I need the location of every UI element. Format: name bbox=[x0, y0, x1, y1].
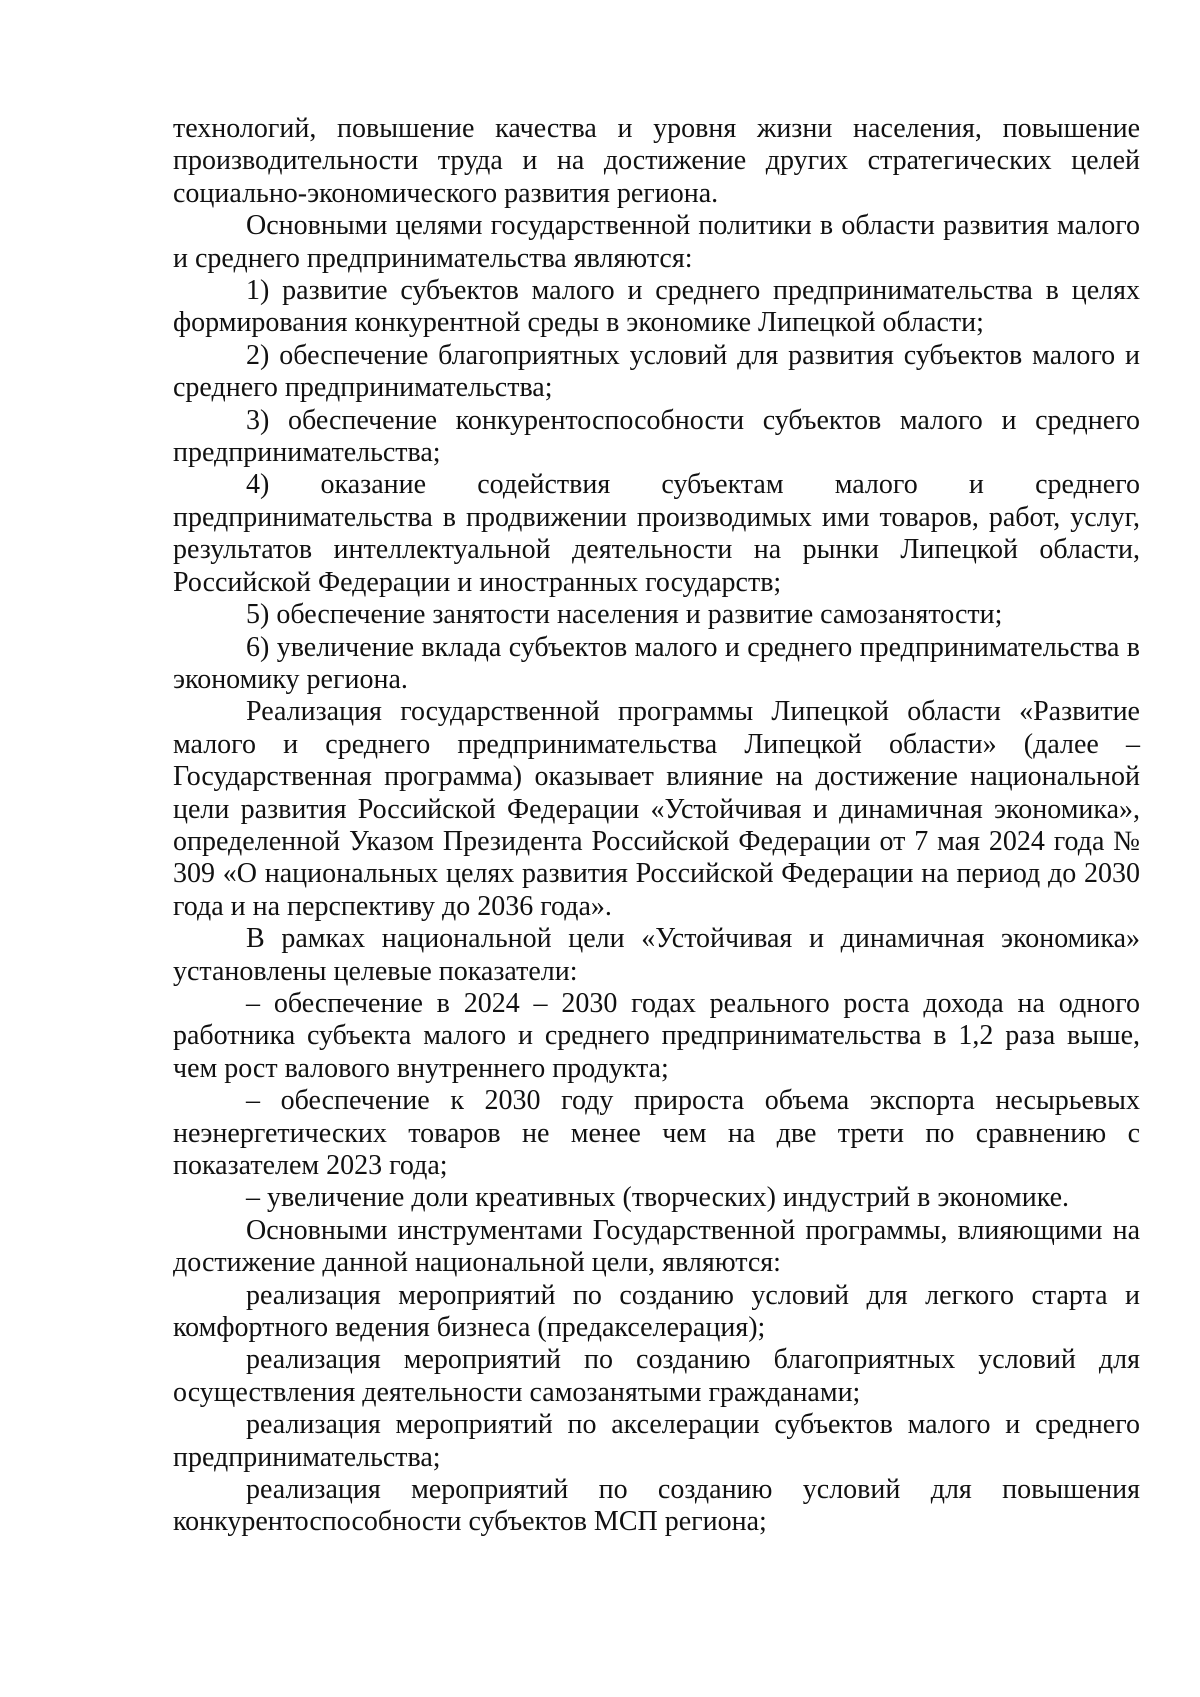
list-item-instrument-1: реализация мероприятий по созданию условий для легкого старта и комфортного ведения бизнеса (предакселерация); bbox=[173, 1279, 1140, 1344]
list-item-instrument-4: реализация мероприятий по созданию условий для повышения конкурентоспособности субъектов МСП региона; bbox=[173, 1474, 1140, 1538]
list-item-goal-5: 5) обеспечение занятости населения и развитие самозанятости; bbox=[246, 599, 1003, 631]
list-item-instrument-3: реализация мероприятий по акселерации субъектов малого и среднего предпринимательства; bbox=[173, 1409, 1140, 1473]
list-item-indicator-3: – увеличение доли креативных (творческих) индустрий в экономике. bbox=[246, 1182, 1070, 1214]
paragraph-policy-goals-intro: Основными целями государственной политики в области развития малого и среднего предпринимательства являются: bbox=[173, 210, 1140, 274]
paragraph-continuation: технологий, повышение качества и уровня жизни населения, повышение производительности труда и на достижение других стратегических целей социально-экономического развития региона. bbox=[173, 113, 1140, 209]
list-item-instrument-2: реализация мероприятий по созданию благоприятных условий для осуществления деятельности самозанятыми гражданами; bbox=[173, 1344, 1140, 1408]
paragraph-program-instruments: Основными инструментами Государственной программы, влияющими на достижение данной национальной цели, являются: bbox=[173, 1214, 1140, 1279]
list-item-indicator-2: – обеспечение к 2030 году прироста объема экспорта несырьевых неэнергетических товаров не менее чем на две трети по сравнению с показателем 2023 года; bbox=[173, 1085, 1140, 1181]
list-item-goal-4: 4) оказание содействия субъектам малого и среднего предпринимательства в продвижении производимых ими товаров, работ, услуг, результатов интеллектуальной деятельности на рынки Липецкой области, Российской Федерации и иностранных государств; bbox=[173, 469, 1140, 598]
paragraph-program-impact: Реализация государственной программы Липецкой области «Развитие малого и среднего предпринимательства Липецкой области» (далее – Государственная программа) оказывает влияние на достижение национальной цели развития Российской Федерации «Устойчивая и динамичная экономика», определенной Указом Президента Российской Федерации от 7 мая 2024 года № 309 «О национальных целях развития Российской Федерации на период до 2030 года и на перспективу до 2036 года». bbox=[173, 696, 1140, 922]
document-body bbox=[173, 113, 1140, 1539]
list-item-indicator-1: – обеспечение в 2024 – 2030 годах реального роста дохода на одного работника субъекта малого и среднего предпринимательства в 1,2 раза выше, чем рост валового внутреннего продукта; bbox=[173, 987, 1140, 1084]
paragraph-national-goal-indicators: В рамках национальной цели «Устойчивая и динамичная экономика» установлены целевые показатели: bbox=[173, 923, 1140, 987]
list-item-goal-2: 2) обеспечение благоприятных условий для развития субъектов малого и среднего предпринимательства; bbox=[173, 339, 1140, 404]
list-item-goal-1: 1) развитие субъектов малого и среднего предпринимательства в целях формирования конкурентной среды в экономике Липецкой области; bbox=[173, 275, 1140, 339]
list-item-goal-3: 3) обеспечение конкурентоспособности субъектов малого и среднего предпринимательства; bbox=[173, 404, 1140, 469]
list-item-goal-6: 6) увеличение вклада субъектов малого и среднего предпринимательства в экономику региона. bbox=[173, 631, 1140, 695]
